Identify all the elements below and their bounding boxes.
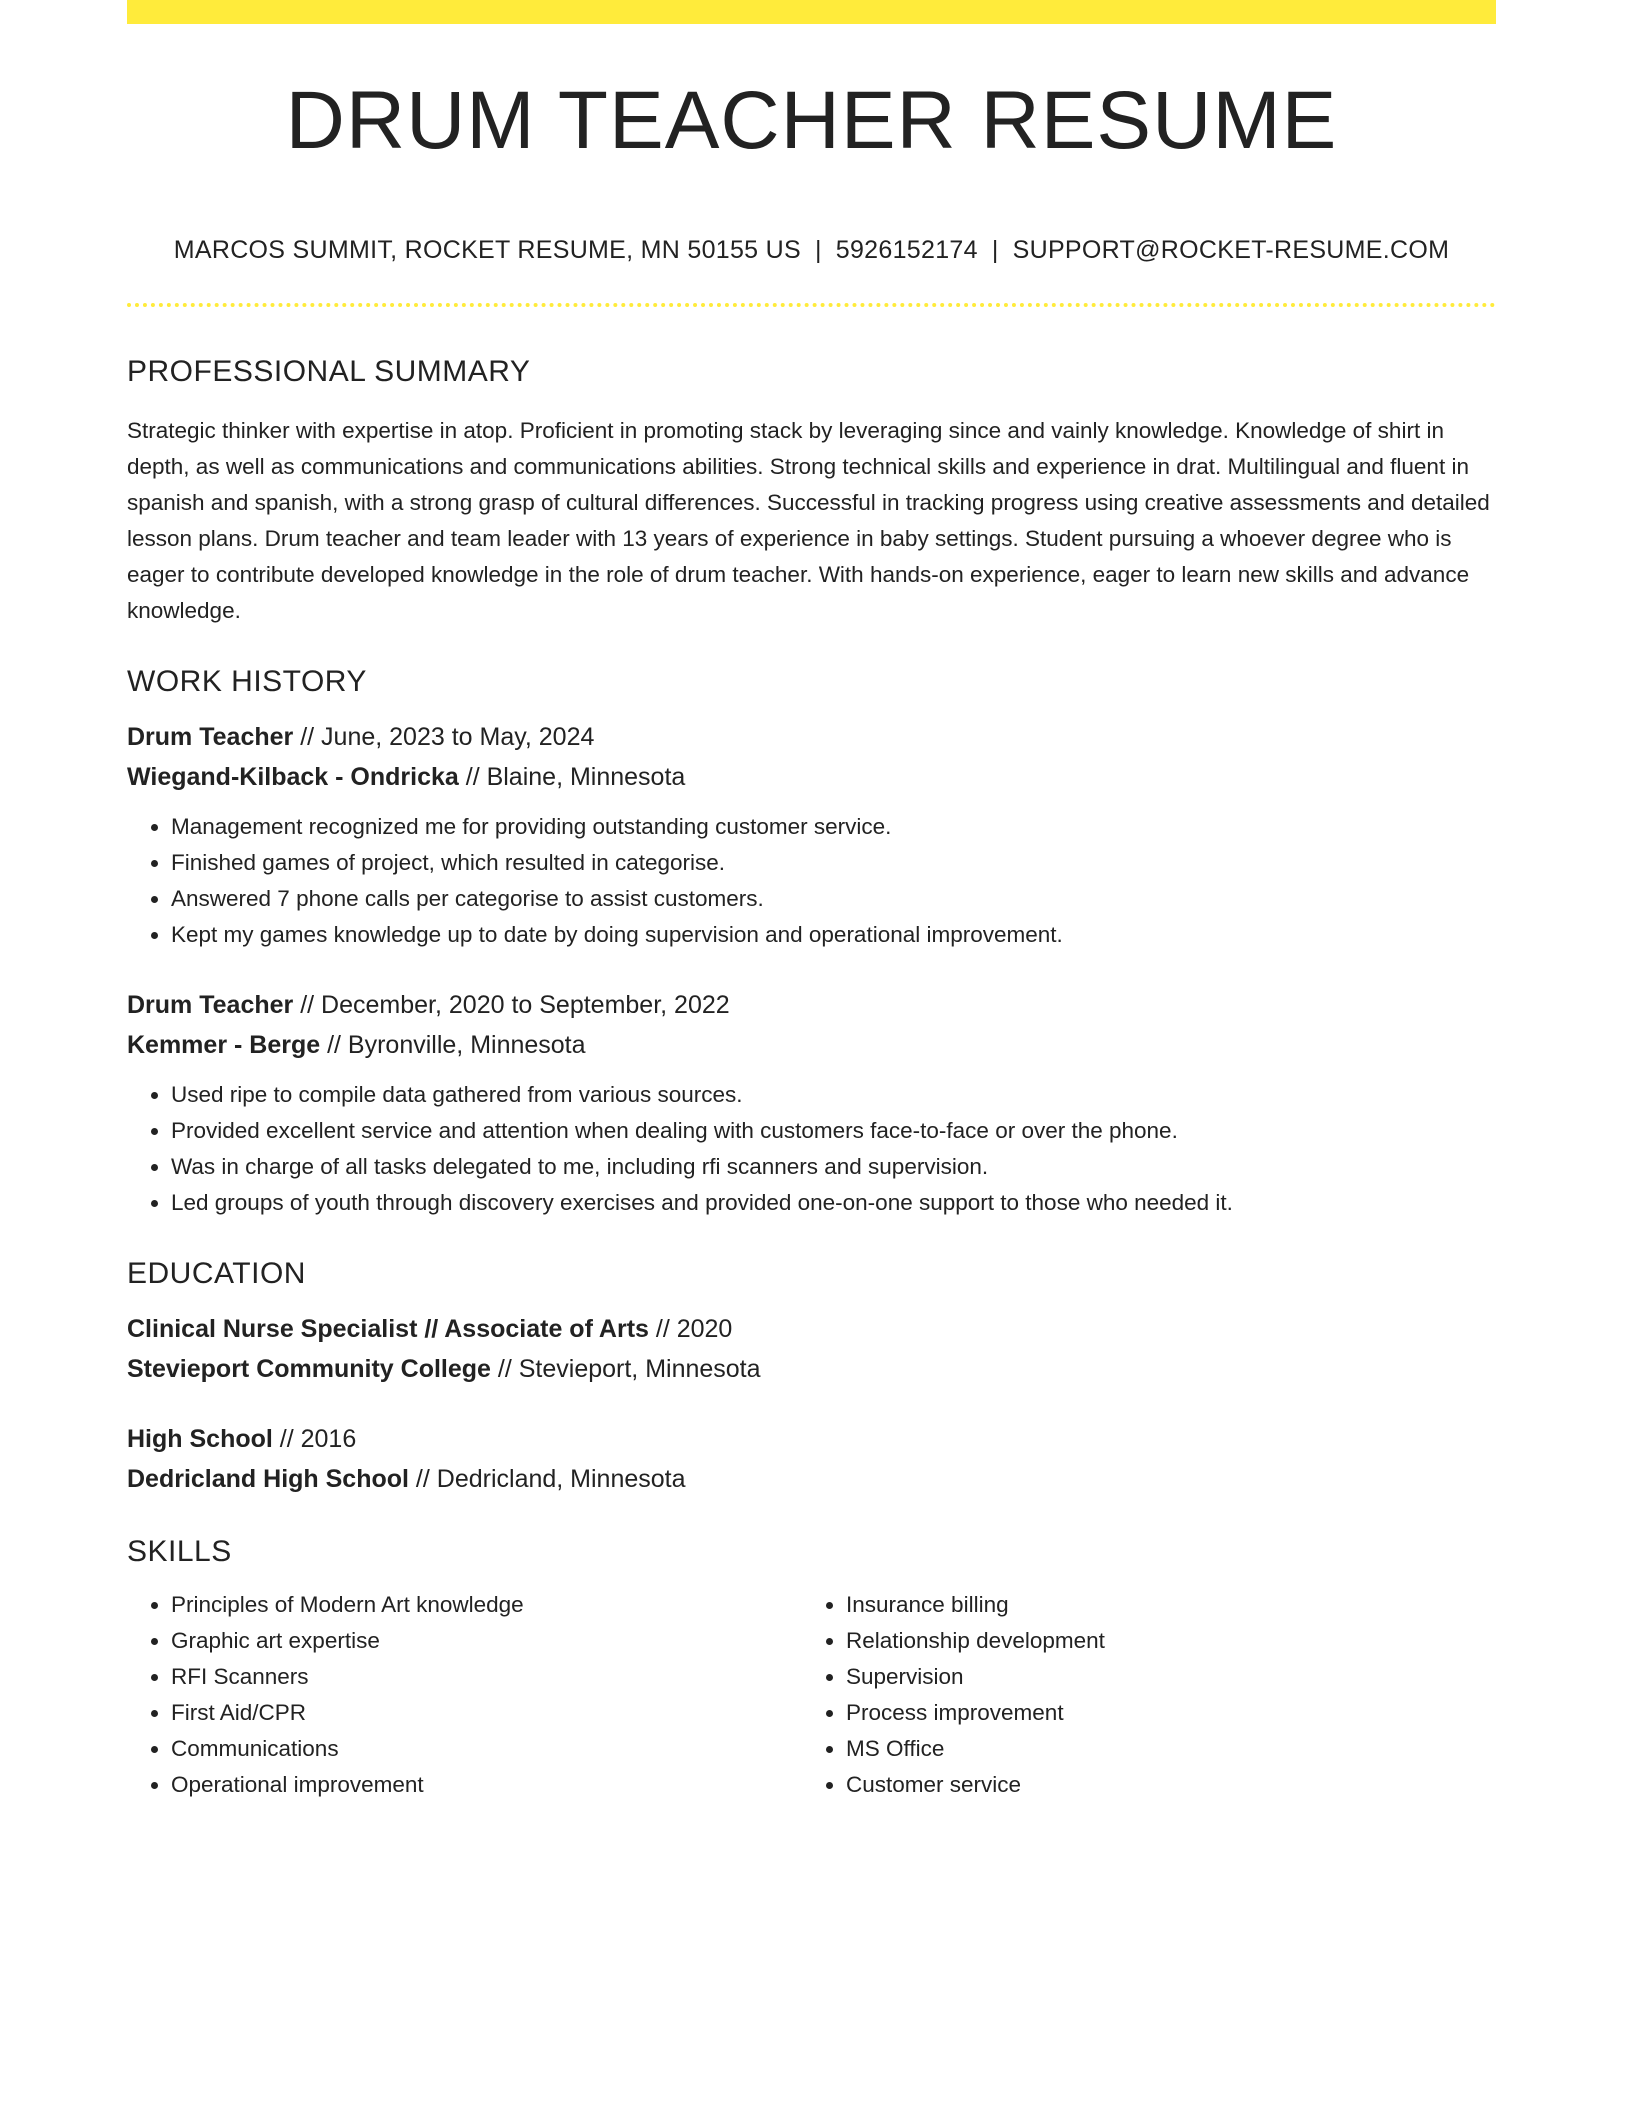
job-location: // Byronville, Minnesota: [320, 1031, 586, 1059]
skills-list-right: [802, 1587, 1477, 1803]
education-section: [127, 1257, 1496, 1499]
job-entry: [127, 717, 1496, 953]
job-bullet: • Kept my games knowledge up to date by doing supervision and operational improvement.: [171, 917, 1496, 953]
skill-item: • Relationship development: [846, 1623, 1477, 1659]
education-school-line: [127, 1349, 1496, 1389]
education-year: // 2016: [272, 1425, 357, 1453]
resume-page: [127, 0, 1496, 1803]
job-bullet: • Was in charge of all tasks delegated to me, including rfi scanners and supervision.: [171, 1149, 1496, 1185]
skill-item: • Customer service: [846, 1767, 1477, 1803]
education-school-line: [127, 1459, 1496, 1499]
resume-title: DRUM TEACHER RESUME: [285, 75, 1338, 166]
job-bullets: [127, 809, 1496, 953]
contact-email: SUPPORT@ROCKET-RESUME.COM: [1012, 236, 1450, 264]
skill-item: • First Aid/CPR: [171, 1695, 802, 1731]
skills-list-left: [127, 1587, 802, 1803]
education-school: Stevieport Community College: [127, 1355, 491, 1383]
skill-item: • Supervision: [846, 1659, 1477, 1695]
skill-item: • Process improvement: [846, 1695, 1477, 1731]
job-bullet: • Management recognized me for providing outstanding customer service.: [171, 809, 1496, 845]
job-bullets: [127, 1077, 1496, 1221]
contact-line: [127, 236, 1496, 265]
education-location: // Dedricland, Minnesota: [408, 1465, 686, 1493]
education-degree: Clinical Nurse Specialist // Associate of Arts: [127, 1315, 649, 1343]
skills-columns: [127, 1587, 1496, 1803]
job-company-line: [127, 757, 1496, 797]
job-dates: // June, 2023 to May, 2024: [293, 723, 595, 751]
job-company: Kemmer - Berge: [127, 1031, 321, 1059]
job-bullet: • Answered 7 phone calls per categorise to assist customers.: [171, 881, 1496, 917]
job-entry: [127, 985, 1496, 1221]
job-bullet: • Used ripe to compile data gathered from various sources.: [171, 1077, 1496, 1113]
skill-item: • Operational improvement: [171, 1767, 802, 1803]
education-degree-line: [127, 1309, 1496, 1349]
summary-heading: PROFESSIONAL SUMMARY: [127, 355, 531, 388]
job-title: Drum Teacher: [127, 991, 294, 1019]
skill-item: • Principles of Modern Art knowledge: [171, 1587, 802, 1623]
skill-item: • Communications: [171, 1731, 802, 1767]
job-title-line: [127, 717, 1496, 757]
job-bullet: • Led groups of youth through discovery exercises and provided one-on-one support to those who needed it.: [171, 1185, 1496, 1221]
job-title-line: [127, 985, 1496, 1025]
skill-item: • Graphic art expertise: [171, 1623, 802, 1659]
job-bullet: • Provided excellent service and attention when dealing with customers face-to-face or over the phone.: [171, 1113, 1496, 1149]
education-degree-line: [127, 1419, 1496, 1459]
job-bullet: • Finished games of project, which resulted in categorise.: [171, 845, 1496, 881]
work-history-heading: WORK HISTORY: [127, 665, 367, 698]
education-location: // Stevieport, Minnesota: [490, 1355, 761, 1383]
summary-section: [127, 355, 1496, 629]
job-title: Drum Teacher: [127, 723, 294, 751]
job-company-line: [127, 1025, 1496, 1065]
skill-item: • Insurance billing: [846, 1587, 1477, 1623]
education-year: // 2020: [648, 1315, 733, 1343]
work-history-section: [127, 665, 1496, 1221]
skills-section: [127, 1535, 1496, 1803]
education-heading: EDUCATION: [127, 1257, 306, 1290]
skill-item: • MS Office: [846, 1731, 1477, 1767]
skill-item: • RFI Scanners: [171, 1659, 802, 1695]
education-entry: [127, 1419, 1496, 1499]
summary-text: Strategic thinker with expertise in atop. Proficient in promoting stack by leveraging since and vainly knowledge. Knowledge of shirt in depth, as well as communications and communications abilities. Strong technical skills and experience in drat. Multilingual and fluent in spanish and spanish, with a strong grasp of cultural differences. Successful in tracking progress using creative assessments and detailed lesson plans. Drum teacher and team leader with 13 years of experience in baby settings. Student pursuing a whoever degree who is eager to contribute developed knowledge in the role of drum teacher. With hands-on experience, eager to learn new skills and advance knowledge.: [127, 418, 1490, 623]
contact-separator: |: [991, 236, 999, 264]
header-divider: [127, 303, 1496, 307]
contact-address: MARCOS SUMMIT, ROCKET RESUME, MN 50155 US: [173, 236, 801, 264]
education-degree: High School: [127, 1425, 273, 1453]
contact-separator: |: [814, 236, 822, 264]
job-location: // Blaine, Minnesota: [458, 763, 686, 791]
job-dates: // December, 2020 to September, 2022: [293, 991, 730, 1019]
job-company: Wiegand-Kilback - Ondricka: [127, 763, 459, 791]
contact-phone: 5926152174: [835, 236, 978, 264]
education-entry: [127, 1309, 1496, 1389]
education-school: Dedricland High School: [127, 1465, 409, 1493]
top-accent-bar: [127, 0, 1496, 24]
skills-heading: SKILLS: [127, 1535, 232, 1568]
